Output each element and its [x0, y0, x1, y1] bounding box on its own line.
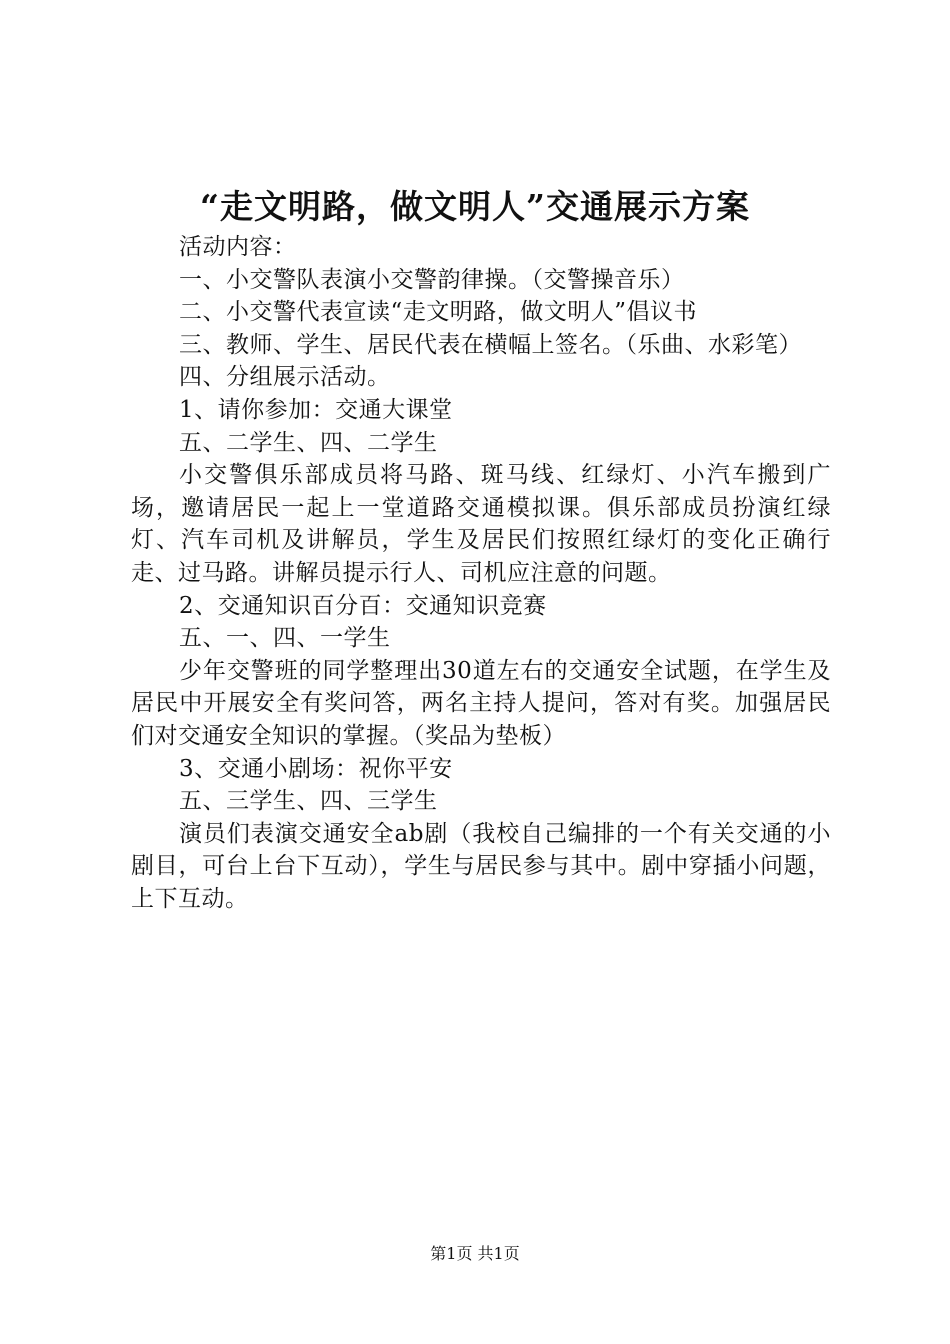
paragraph-subitem-1: 1、请你参加：交通大课堂: [179, 396, 453, 423]
paragraph-item-3: 三、教师、学生、居民代表在横幅上签名。（乐曲、水彩笔）: [179, 331, 802, 358]
paragraph-subitem-2: 2、交通知识百分百：交通知识竞赛: [179, 592, 547, 619]
document-title: “走文明路，做文明人”交通展示方案: [200, 187, 750, 226]
paragraph-participants-2: 五、一、四、一学生: [179, 625, 391, 652]
document-body: [131, 231, 831, 915]
page-footer: 第1页 共1页: [430, 1244, 520, 1263]
paragraph-description-3: 演员们表演交通安全ab剧（我校自己编排的一个有关交通的小剧目，可台上台下互动），学生与居民参与其中。剧中穿插小问题，上下互动。: [131, 820, 831, 912]
paragraph-participants-1: 五、二学生、四、二学生: [179, 429, 438, 456]
paragraph-subitem-3: 3、交通小剧场：祝你平安: [179, 755, 453, 782]
paragraph-description-1: 小交警俱乐部成员将马路、斑马线、红绿灯、小汽车搬到广场，邀请居民一起上一堂道路交通模拟课。俱乐部成员扮演红绿灯、汽车司机及讲解员，学生及居民们按照红绿灯的变化正确行走、过马路。讲解员提示行人、司机应注意的问题。: [131, 462, 831, 586]
paragraph-item-4: 四、分组展示活动。: [179, 364, 391, 391]
paragraph-item-1: 一、小交警队表演小交警韵律操。（交警操音乐）: [179, 266, 685, 293]
paragraph-description-2: 少年交警班的同学整理出30道左右的交通安全试题，在学生及居民中开展安全有奖问答，两名主持人提问，答对有奖。加强居民们对交通安全知识的掌握。（奖品为垫板）: [131, 657, 831, 749]
paragraph-activity-content: 活动内容：: [179, 234, 297, 260]
paragraph-participants-3: 五、三学生、四、三学生: [179, 788, 438, 815]
paragraph-item-2: 二、小交警代表宣读“走文明路，做文明人”倡议书: [179, 299, 698, 326]
